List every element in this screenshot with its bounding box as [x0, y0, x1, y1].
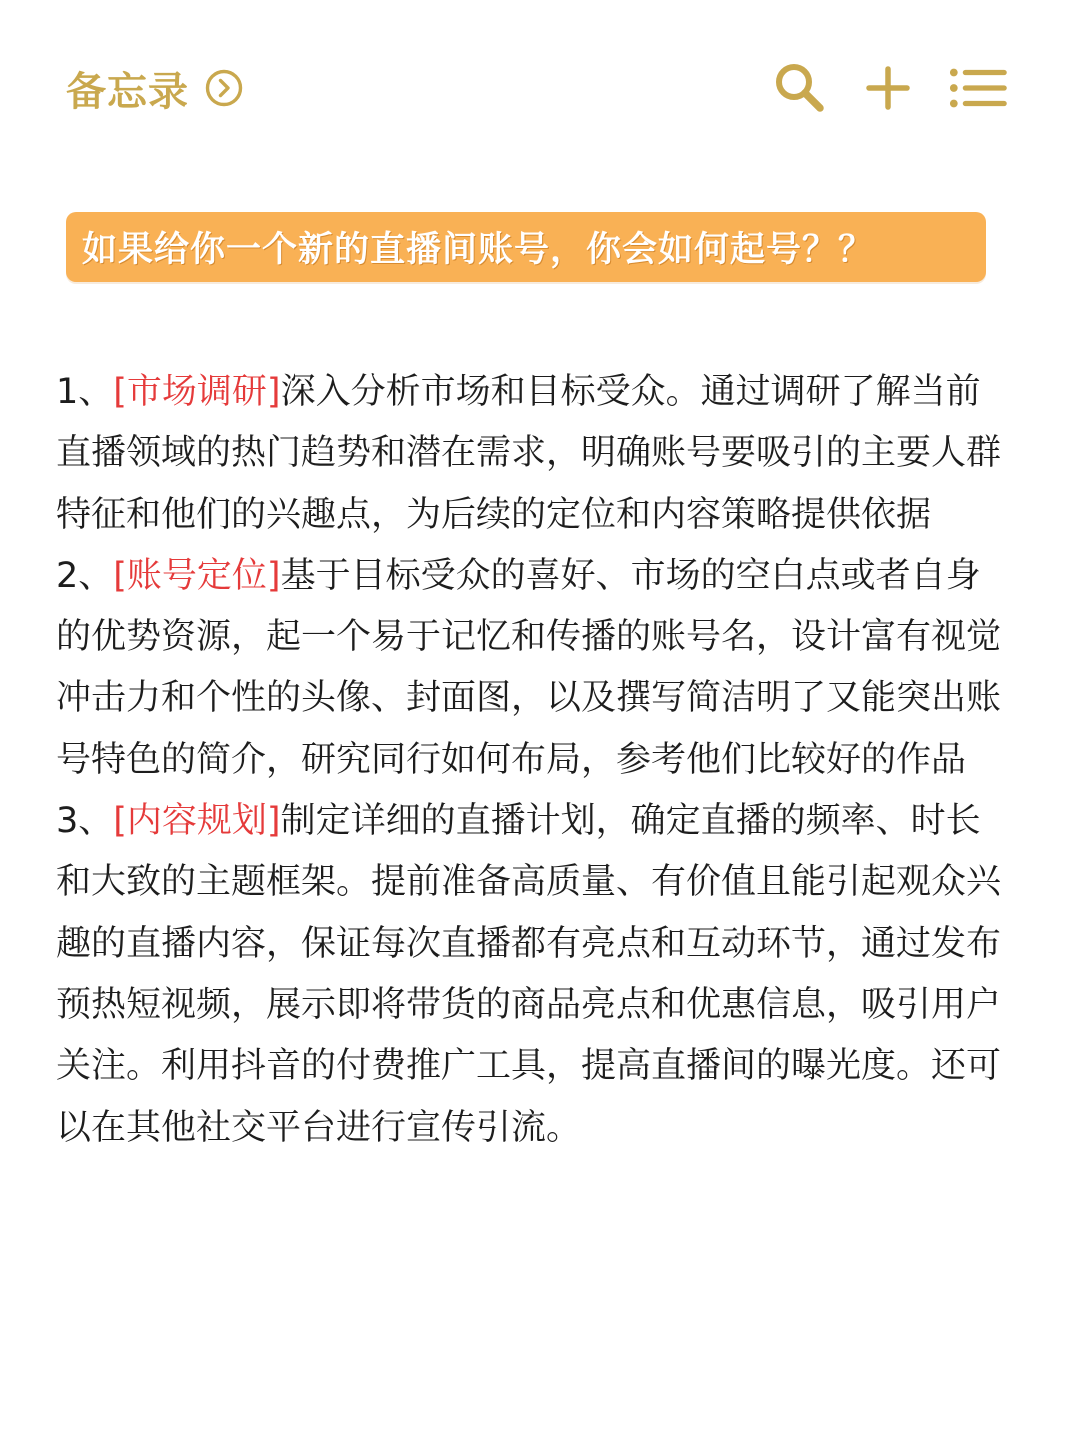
item-text: 制定详细的直播计划，确定直播的频率、时长和大致的主题框架。提前准备高质量、有价值且能引起观众兴趣的直播内容，保证每次直播都有亮点和互动环节，通过发布预热短视频，展示即将带货的商品亮点和优惠信息，吸引用户关注。利用抖音的付费推广工具，提高直播间的曝光度。还可以在其他社交平台进行宣传引流。: [56, 801, 1002, 1148]
list-item: [56, 791, 1008, 1159]
notes-title: 备忘录: [66, 68, 189, 115]
list-item: [56, 546, 1008, 791]
headline-banner: [66, 212, 986, 282]
list-item: [56, 362, 1008, 546]
item-text: 深入分析市场和目标受众。通过调研了解当前直播领域的热门趋势和潜在需求，明确账号要吸引的主要人群特征和他们的兴趣点，为后续的定位和内容策略提供依据: [56, 372, 1002, 535]
item-keyword: [市场调研]: [113, 372, 281, 412]
note-body: [56, 362, 1008, 1159]
item-text: 基于目标受众的喜好、市场的空白点或者自身的优势资源，起一个易于记忆和传播的账号名，设计富有视觉冲击力和个性的头像、封面图，以及撰写简洁明了又能突出账号特色的简介，研究同行如何布局，参考他们比较好的作品: [56, 555, 1002, 780]
item-number: 3、: [56, 801, 114, 842]
top-navigation-bar: [0, 0, 1080, 175]
item-keyword: [内容规划]: [113, 801, 281, 842]
search-icon: [772, 60, 828, 116]
headline-text: 如果给你一个新的直播间账号，你会如何起号？？: [82, 230, 875, 270]
search-button[interactable]: [770, 60, 830, 116]
list-icon: [948, 64, 1008, 112]
item-keyword: [账号定位]: [113, 555, 281, 596]
notes-back-button[interactable]: [66, 60, 243, 116]
item-number: 2、: [56, 555, 114, 596]
plus-icon: [863, 63, 913, 113]
item-number: 1、: [56, 372, 114, 412]
chevron-right-circle-icon: [205, 69, 243, 107]
add-note-button[interactable]: [858, 60, 918, 116]
menu-button[interactable]: [948, 60, 1008, 116]
